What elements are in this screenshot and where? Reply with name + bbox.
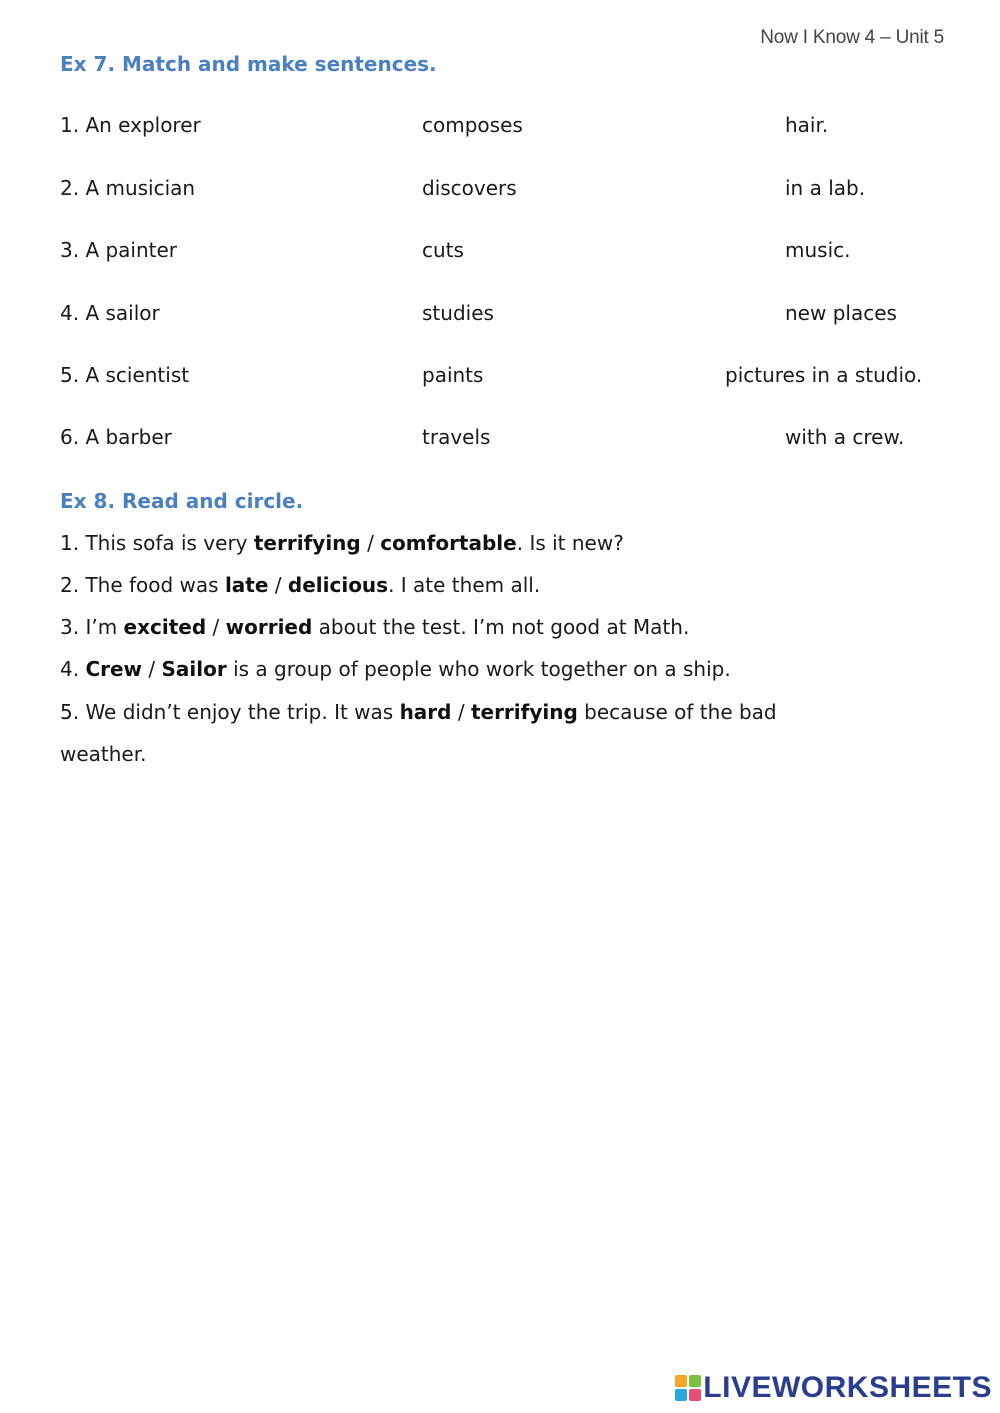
match-object: hair. [785, 113, 829, 137]
option-separator: / [360, 531, 381, 555]
liveworksheets-logo-icon [675, 1375, 701, 1401]
liveworksheets-brand [675, 1371, 992, 1405]
match-row [0, 176, 1000, 206]
logo-square [675, 1389, 687, 1401]
circle-option-1[interactable]: terrifying [253, 531, 361, 555]
option-separator: / [142, 657, 162, 681]
circle-item-text-after: . I ate them all. [388, 573, 541, 597]
circle-option-2[interactable]: delicious [287, 573, 389, 597]
circle-item-text-before: 1. This sofa is very [60, 531, 254, 555]
match-object: new places [785, 301, 897, 325]
ex8-title: Ex 8. Read and circle. [60, 489, 304, 513]
match-subject: 6. A barber [60, 425, 172, 449]
circle-option-1[interactable]: Crew [85, 657, 143, 681]
circle-item-text-after: about the test. I’m not good at Math. [312, 615, 690, 639]
match-row [0, 113, 1000, 143]
circle-item-text-before: 4. [60, 657, 86, 681]
match-object: pictures in a studio. [725, 363, 923, 387]
option-separator: / [268, 573, 288, 597]
match-row [0, 238, 1000, 268]
match-verb: paints [422, 363, 484, 387]
match-subject: 1. An explorer [60, 113, 201, 137]
match-subject: 5. A scientist [60, 363, 190, 387]
circle-option-2[interactable]: comfortable [380, 531, 517, 555]
match-row [0, 425, 1000, 455]
circle-item [60, 573, 540, 597]
match-verb: composes [422, 113, 523, 137]
circle-item-text-after: because of the bad [577, 700, 777, 724]
circle-item [60, 700, 777, 724]
match-row [0, 301, 1000, 331]
circle-option-1[interactable]: late [224, 573, 269, 597]
circle-item [60, 657, 731, 681]
match-subject: 4. A sailor [60, 301, 160, 325]
logo-square [689, 1389, 701, 1401]
circle-option-2[interactable]: terrifying [470, 700, 578, 724]
circle-item-text-before: 2. The food was [60, 573, 225, 597]
brand-name: LIVEWORKSHEETS [703, 1371, 992, 1404]
circle-item-text-after: is a group of people who work together on a ship. [226, 657, 731, 681]
match-verb: travels [422, 425, 491, 449]
ex7-title: Ex 7. Match and make sentences. [60, 52, 437, 76]
circle-option-2[interactable]: Sailor [161, 657, 227, 681]
match-object: music. [785, 238, 851, 262]
match-verb: studies [422, 301, 494, 325]
match-object: in a lab. [785, 176, 866, 200]
running-header: Now I Know 4 – Unit 5 [760, 27, 944, 48]
logo-square [675, 1375, 687, 1387]
circle-option-2[interactable]: worried [225, 615, 313, 639]
circle-option-1[interactable]: excited [123, 615, 207, 639]
circle-item-text-before: 5. We didn’t enjoy the trip. It was [60, 700, 400, 724]
match-object: with a crew. [785, 425, 905, 449]
circle-item [60, 615, 689, 639]
match-verb: discovers [422, 176, 517, 200]
match-verb: cuts [422, 238, 464, 262]
option-separator: / [451, 700, 471, 724]
option-separator: / [206, 615, 226, 639]
match-row [0, 363, 1000, 393]
logo-square [689, 1375, 701, 1387]
match-subject: 2. A musician [60, 176, 196, 200]
circle-item-text-before: 3. I’m [60, 615, 124, 639]
circle-item-continuation: weather. [60, 742, 147, 766]
circle-item-text-after: . Is it new? [516, 531, 624, 555]
circle-item [60, 531, 624, 555]
match-subject: 3. A painter [60, 238, 178, 262]
circle-option-1[interactable]: hard [399, 700, 452, 724]
